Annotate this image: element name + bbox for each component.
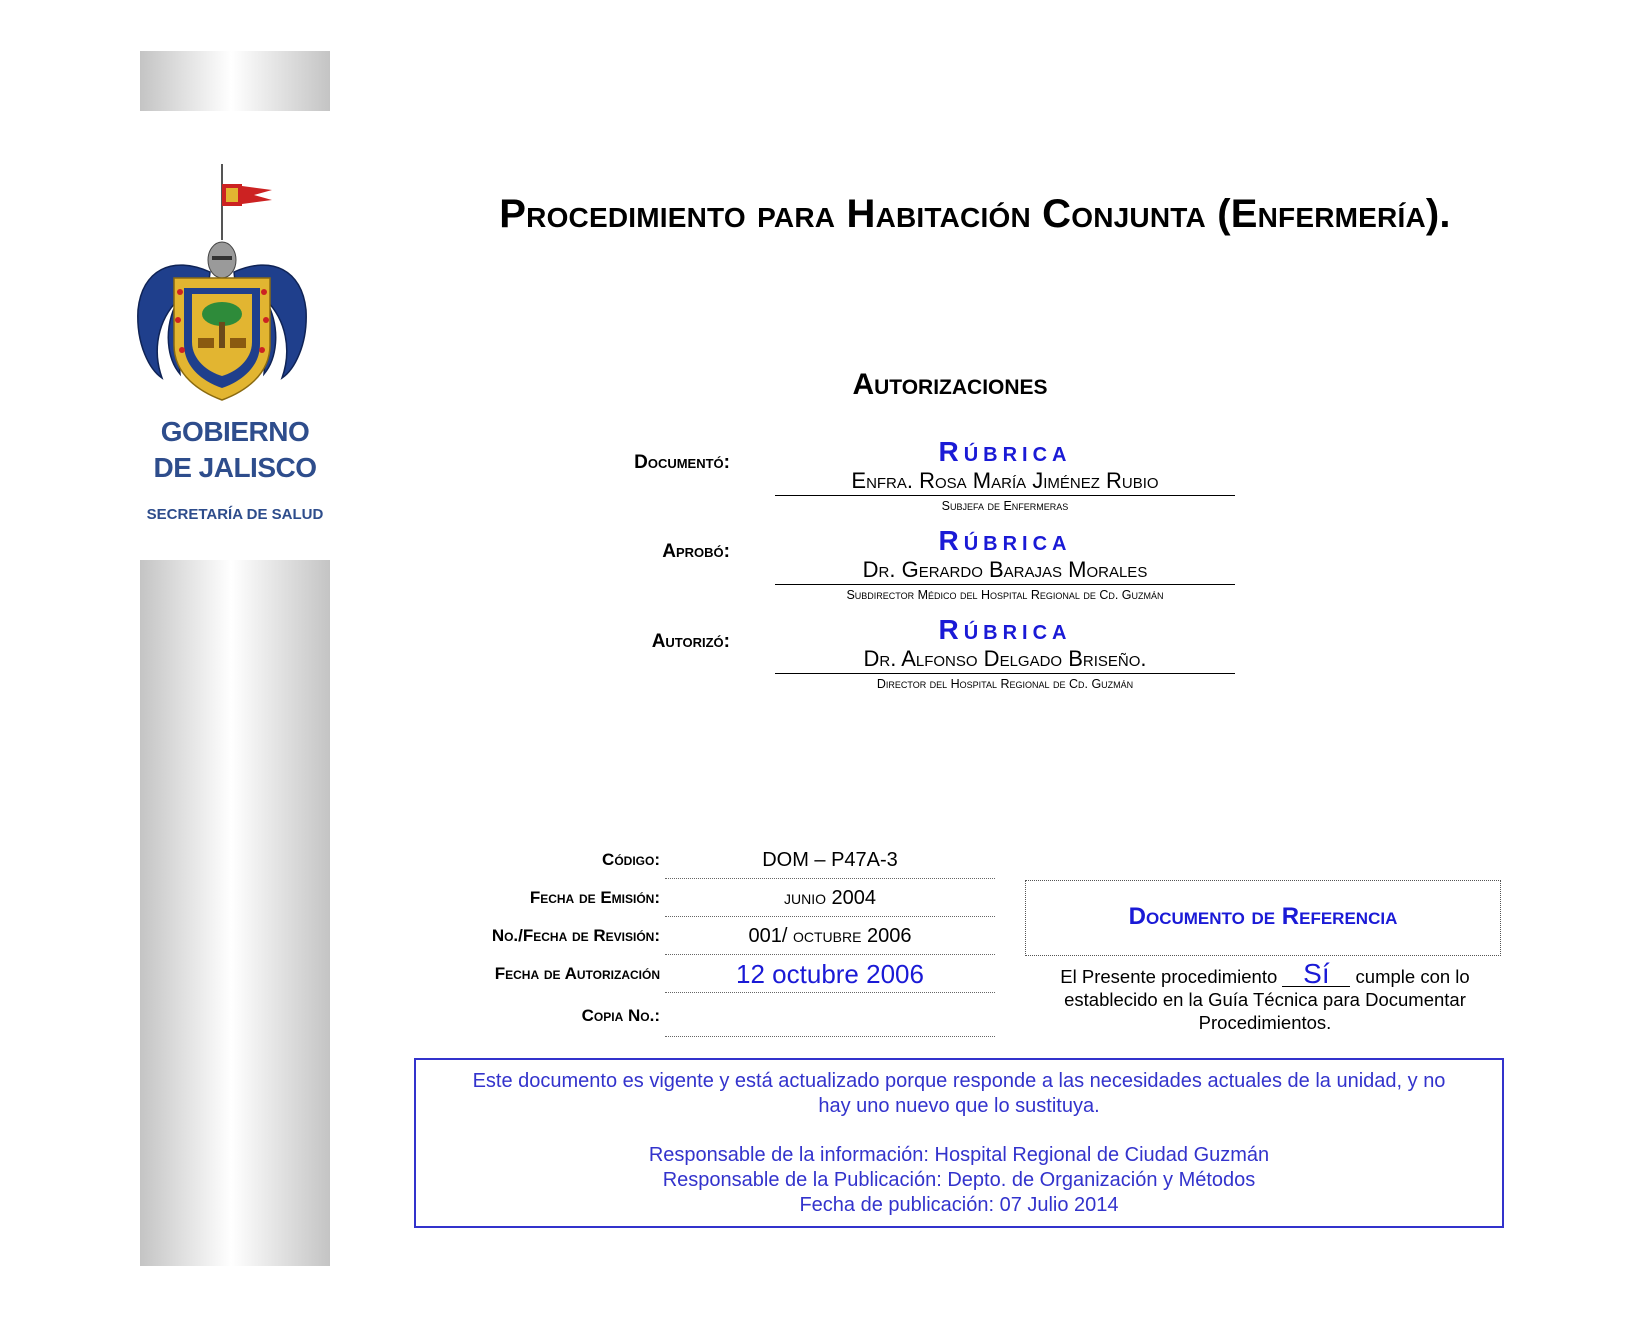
reference-note: [1030, 958, 1500, 1034]
codigo-value: DOM – P47A-3: [665, 842, 995, 879]
validity-box: [414, 1058, 1504, 1228]
revision-label: No./Fecha de Revisión:: [491, 926, 660, 945]
signature-block-aprobo: [775, 525, 1235, 602]
validity-line-2: hay uno nuevo que lo sustituya.: [818, 1095, 1100, 1117]
fecha-publicacion: Fecha de publicación: 07 Julio 2014: [799, 1194, 1119, 1216]
validity-line-1: Este documento es vigente y está actualizado porque responde a las necesidades actuales de la unidad, y no: [472, 1070, 1446, 1092]
jalisco-coat-of-arms-icon: [132, 160, 312, 405]
government-name: [140, 414, 330, 486]
codigo-label: Código:: [602, 850, 660, 869]
autorizacion-value: 12 octubre 2006: [665, 956, 995, 993]
role-documento: Documentó:: [634, 452, 730, 473]
reference-note-after: cumple con lo: [1355, 966, 1470, 987]
reference-note-line2: establecido en la Guía Técnica para Documentar: [1064, 989, 1466, 1010]
signature-rubrica: Rúbrica: [938, 525, 1072, 556]
sidebar-bottom-bar: [140, 560, 330, 1266]
secretaria-label: SECRETARÍA DE SALUD: [146, 506, 324, 523]
emision-label: Fecha de Emisión:: [529, 888, 660, 907]
government-line-1: GOBIERNO: [160, 416, 310, 447]
role-autorizo: Autorizó:: [651, 631, 730, 652]
signer-name: Dr. Alfonso Delgado Briseño.: [775, 646, 1235, 674]
signature-block-documento: [775, 436, 1235, 513]
reference-si-value: Sí: [1282, 962, 1350, 987]
signature-rubrica: Rúbrica: [938, 436, 1072, 467]
document-title: Procedimiento para Habitación Conjunta (Enfermería).: [499, 192, 1451, 236]
sidebar-top-bar: [140, 51, 330, 111]
signature-block-autorizo: [775, 614, 1235, 691]
signer-name: Dr. Gerardo Barajas Morales: [775, 557, 1235, 585]
signer-name: Enfra. Rosa María Jiménez Rubio: [775, 468, 1235, 496]
signer-position: Subjefa de Enfermeras: [941, 499, 1069, 513]
emision-value: junio 2004: [665, 880, 995, 917]
reference-note-line3: Procedimientos.: [1198, 1012, 1332, 1033]
responsable-publicacion: Responsable de la Publicación: Depto. de Organización y Métodos: [662, 1169, 1256, 1191]
reference-note-before: El Presente procedimiento: [1060, 966, 1278, 987]
responsable-informacion: Responsable de la información: Hospital Regional de Ciudad Guzmán: [648, 1144, 1270, 1166]
government-line-2: DE JALISCO: [153, 452, 317, 483]
authorizations-heading: Autorizaciones: [852, 368, 1048, 401]
role-aprobo: Aprobó:: [662, 541, 730, 562]
signer-position: Subdirector Médico del Hospital Regional de Cd. Guzmán: [846, 588, 1164, 602]
revision-value: 001/ octubre 2006: [665, 918, 995, 955]
signer-position: Director del Hospital Regional de Cd. Guzmán: [876, 677, 1134, 691]
reference-box: [1025, 880, 1501, 956]
copia-value: [665, 998, 995, 1037]
autorizacion-label: Fecha de Autorización: [494, 964, 660, 983]
reference-title: Documento de Referencia: [1128, 903, 1398, 930]
signature-rubrica: Rúbrica: [938, 614, 1072, 645]
copia-label: Copia No.:: [581, 1006, 660, 1025]
